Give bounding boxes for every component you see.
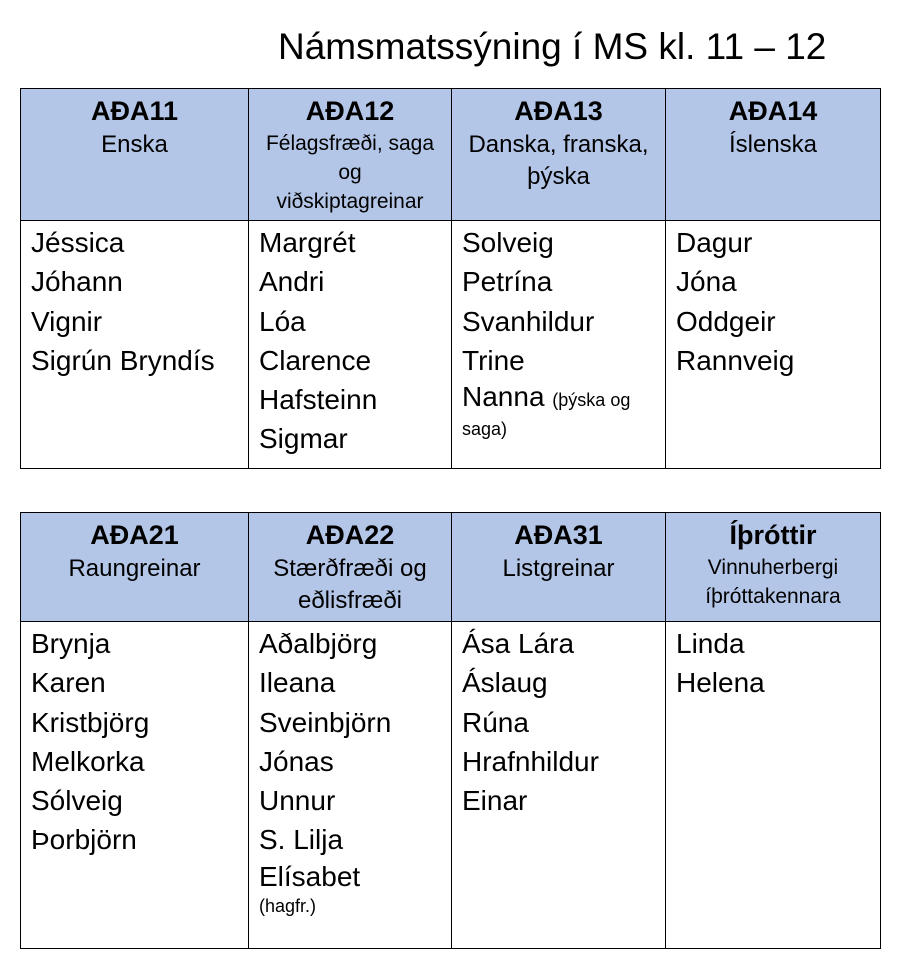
name-cell-ada22 xyxy=(249,622,452,949)
column-code: AÐA13 xyxy=(514,96,603,126)
name-note: (hagfr.) xyxy=(259,895,317,916)
list-item: Andri xyxy=(259,266,325,298)
column-header-ada22 xyxy=(249,513,452,622)
column-header-ada21 xyxy=(21,513,249,622)
names-row xyxy=(21,221,881,469)
column-code: AÐA21 xyxy=(90,520,179,550)
list-item: Sólveig xyxy=(31,785,123,817)
list-item: Sigmar xyxy=(259,423,348,455)
list-item: Linda xyxy=(676,628,745,659)
column-subject: Listgreinar xyxy=(502,555,615,582)
list-item: Ása Lára xyxy=(462,628,575,659)
list-item: Svanhildur xyxy=(462,305,595,337)
schedule-table-1 xyxy=(20,88,881,469)
list-item: Elísabet xyxy=(259,860,361,892)
list-item: Helena xyxy=(676,667,765,699)
column-code: AÐA31 xyxy=(514,520,603,550)
list-item: Sveinbjörn xyxy=(259,706,392,738)
list-item: Dagur xyxy=(676,227,753,258)
list-item: Rúna xyxy=(462,706,529,738)
person-name: Nanna xyxy=(462,381,545,413)
list-item: Hafsteinn xyxy=(259,384,378,416)
page-title: Námsmatssýning í MS kl. 11 – 12 xyxy=(278,26,827,67)
list-item: Kristbjörg xyxy=(31,706,150,738)
list-item: Vignir xyxy=(31,305,103,337)
column-header-ada31 xyxy=(452,513,666,622)
list-item: Brynja xyxy=(31,628,111,659)
name-cell-ada21 xyxy=(21,622,249,949)
list-item: Sigrún Bryndís xyxy=(31,344,215,376)
list-item: Oddgeir xyxy=(676,305,776,337)
name-cell-ada14 xyxy=(666,221,881,469)
list-item: Trine xyxy=(462,344,525,376)
column-code: Íþróttir xyxy=(729,520,817,550)
name-cell-ada13 xyxy=(452,221,666,469)
list-item: Ileana xyxy=(259,667,336,699)
list-item: Clarence xyxy=(259,344,372,376)
name-cell-ada31 xyxy=(452,622,666,949)
list-item: Melkorka xyxy=(31,745,145,777)
column-code: AÐA11 xyxy=(90,96,179,126)
name-cell-ada11 xyxy=(21,221,249,469)
column-subject: Enska xyxy=(101,131,168,158)
column-subject: Stærðfræði og eðlisfræði xyxy=(273,555,427,614)
list-item: Rannveig xyxy=(676,344,795,376)
names-row xyxy=(21,622,881,949)
column-subject: Íslenska xyxy=(728,131,818,158)
column-header-ada11 xyxy=(21,89,249,221)
column-header-ada14 xyxy=(666,89,881,221)
list-item: Áslaug xyxy=(462,667,548,699)
column-code: AÐA22 xyxy=(305,520,395,550)
column-header-ada13 xyxy=(452,89,666,221)
list-item: Petrína xyxy=(462,266,553,298)
list-item: Solveig xyxy=(462,227,554,258)
list-item: Jéssica xyxy=(31,227,125,258)
name-cell-ada12 xyxy=(249,221,452,469)
column-subject: Raungreinar xyxy=(68,555,201,582)
list-item: Karen xyxy=(31,667,106,699)
list-item: Aðalbjörg xyxy=(259,628,378,659)
name-cell-ithrottir xyxy=(666,622,881,949)
header-row xyxy=(21,89,881,221)
column-header-ithrottir xyxy=(666,513,881,622)
list-item: Þorbjörn xyxy=(31,824,137,856)
column-code: AÐA12 xyxy=(305,96,395,126)
header-row xyxy=(21,513,881,622)
column-subject: Félagsfræði, saga og viðskiptagreinar xyxy=(265,132,435,213)
list-item: Margrét xyxy=(259,227,356,258)
list-item: Jóna xyxy=(676,266,737,298)
list-item: S. Lilja xyxy=(259,824,344,856)
list-item: Hrafnhildur xyxy=(462,745,599,777)
list-item: Jóhann xyxy=(31,266,123,298)
list-item: Einar xyxy=(462,785,528,817)
name-note-continued: saga) xyxy=(462,419,508,440)
list-item: Jónas xyxy=(259,745,334,777)
list-item: Unnur xyxy=(259,785,336,817)
list-item: Lóa xyxy=(259,305,306,337)
column-subject: Danska, franska, þýska xyxy=(468,131,649,190)
column-subject: Vinnuherbergi íþróttakennara xyxy=(705,556,841,608)
list-item xyxy=(462,380,665,417)
name-note: (þýska og xyxy=(552,390,631,411)
column-code: AÐA14 xyxy=(728,96,818,126)
column-header-ada12 xyxy=(249,89,452,221)
schedule-table-2 xyxy=(20,512,881,949)
